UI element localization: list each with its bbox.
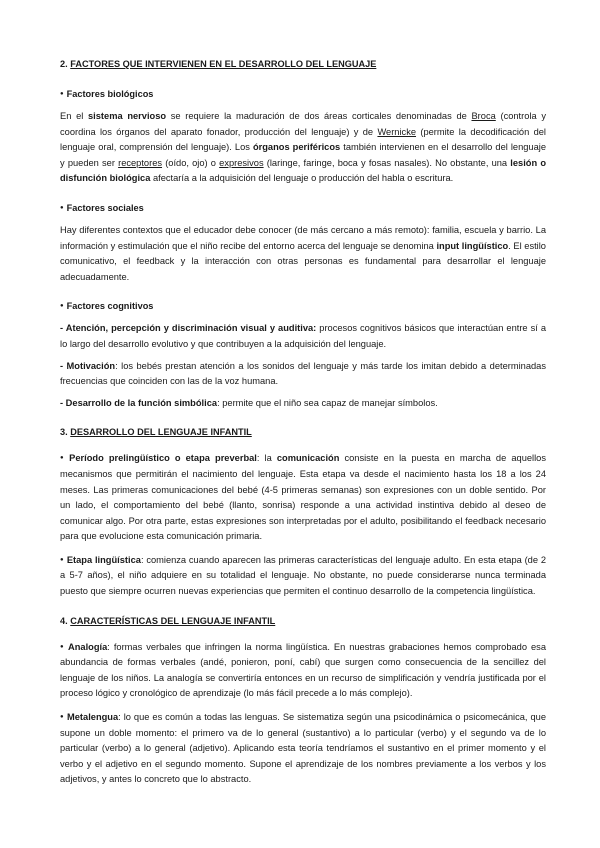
section-4-title (60, 614, 546, 628)
section-number: 4. (60, 615, 68, 626)
bullet-icon: ● (60, 643, 66, 650)
bullet-icon: ● (60, 455, 67, 462)
paragraph-motivacion: - Motivación: los bebés prestan atención a los sonidos del lenguaje y más tarde los imitan debido a determinadas frecuencias que coinciden con las de la voz humana. (60, 360, 547, 387)
paragraph-analogia: ● Analogía: formas verbales que infringen la norma lingüística. En nuestras grabaciones hemos comprobado esa abundancia de formas verbales (andé, ponieron, poní, cabí) que surgen como consecuencia de la sencillez del lenguaje de los niños. La analogía se convertiría entonces en un recurso de simplificación y vendría justificada por el proceso lógico y cronológico de aprendizaje (lo más fácil precede a lo más complejo). (60, 641, 546, 699)
bullet-icon: ● (60, 91, 64, 97)
section-3-title (60, 425, 546, 439)
paragraph-atencion: - Atención, percepción y discriminación visual y auditiva: procesos cognitivos básicos que interactúan entre sí a lo largo del desarrollo evolutivo y que contribuyen a la adquisición del lenguaje. (60, 323, 547, 349)
section-title-text: FACTORES QUE INTERVIENEN EN EL DESARROLLO DEL LENGUAJE (70, 59, 377, 69)
section-title-text: CARACTERÍSTICAS DEL LENGUAJE INFANTIL (70, 615, 276, 626)
subheading-factores-biologicos: ● Factores biológicos (60, 89, 154, 99)
bullet-icon: ● (60, 556, 64, 563)
section-number: 2. (60, 59, 68, 69)
paragraph-etapa-linguistica: ● Etapa lingüística: comienza cuando aparecen las primeras características del lenguaje adulto. En esta etapa (de 2 a 5-7 años), el niño adquiere en su totalidad el lenguaje. No obstante, no puede considerarse nunca terminada puesto que siempre ocurren nuevas experiencias que permiten el continuo desarrollo de la competencia lingüística. (60, 554, 546, 597)
bullet-icon: ● (60, 204, 64, 211)
document-page (60, 48, 546, 788)
subheading-factores-cognitivos: ● Factores cognitivos (60, 301, 154, 312)
paragraph-funcion-simbolica: - Desarrollo de la función simbólica: permite que el niño sea capaz de manejar símbolos. (60, 397, 438, 408)
paragraph-factores-sociales: Hay diferentes contextos que el educador debe conocer (de más cercano a más remoto): familia, escuela y barrio. La información y estimulación que el niño recibe del entorno acerca del lenguaje se denomina input lingüístico. El estilo comunicativo, el feedback y la interacción con otras personas es fundamental para desarrollar el lenguaje adecuadamente. (60, 224, 546, 282)
bullet-icon: ● (60, 714, 65, 721)
subheading-factores-sociales: ● Factores sociales (60, 202, 144, 213)
section-number: 3. (60, 427, 68, 438)
paragraph-periodo-prelinguistico: ● Período prelingüístico o etapa preverbal: la comunicación consiste en la puesta en marcha de aquellos mecanismos que permitirán el nacimiento del lenguaje. Esta etapa va desde el nacimiento hasta los 18 a los 24 meses. Las primeras comunicaciones del bebé (4-5 primeras semanas) son expresiones con un doble sentido. Por un lado, el comportamiento del bebé (llanto, sonrisa) responde a una actividad instintiva debido al deseo de comunicar algo. Por otra parte, estas expresiones son interpretadas por el adulto, posibilitando el feedback necesario para que evolucione esta comunicación primaria. (60, 453, 546, 542)
paragraph-metalengua: ● Metalengua: lo que es común a todas las lenguas. Se sistematiza según una psicodinámica o psicomecánica, que supone un doble momento: el primero va de lo general (sustantivo) a lo particular (verbo) y el segundo va de lo particular (verbo) a lo general (adjetivo). Aplicando esta teoría tendríamos el sustantivo en el primer momento y el verbo y el adjetivo en el segundo momento. Supone el aprendizaje de los nombres previamente a los verbos y los adjetivos, y antes lo concreto que lo abstracto. (60, 712, 546, 785)
section-title-text: DESARROLLO DEL LENGUAJE INFANTIL (70, 427, 252, 438)
bullet-icon: ● (60, 303, 64, 310)
paragraph-factores-biologicos: En el sistema nervioso se requiere la maduración de dos áreas corticales denominadas de Broca (controla y coordina los órganos del aparato fonador, producción del lenguaje) y de Wernicke (permite la decodificación del lenguaje oral, comprensión del lenguaje). Los órganos periféricos también intervienen en el desarrollo del lenguaje y pueden ser receptores (oído, ojo) o expresivos (laringe, faringe, boca y fosas nasales). No obstante, una lesión o disfunción biológica afectaría a la adquisición del lenguaje o producción del habla o escritura. (60, 111, 546, 184)
section-2-title (60, 57, 546, 71)
